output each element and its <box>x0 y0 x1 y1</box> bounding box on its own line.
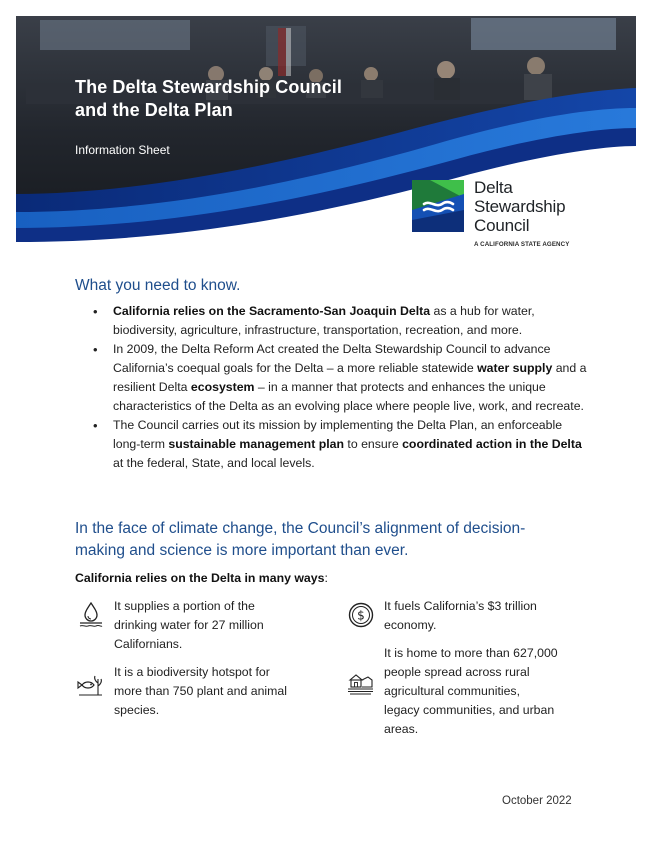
logo-tagline: A CALIFORNIA STATE AGENCY <box>474 241 570 248</box>
lead-colon: : <box>324 571 328 585</box>
list-item <box>92 416 592 473</box>
logo-line-3: Council <box>474 216 530 235</box>
fact-line: legacy communities, and urban <box>384 703 555 717</box>
section-heading-climate <box>75 518 525 562</box>
heading-line-1: In the face of climate change, the Council’s alignment of decision- <box>75 520 526 537</box>
bold-text: sustainable management plan <box>168 437 344 451</box>
bold-text: coordinated action in the Delta <box>402 437 582 451</box>
section-heading-need-to-know: What you need to know. <box>75 277 241 294</box>
farm-community-icon <box>346 668 374 696</box>
fact-line: more than 750 plant and animal <box>114 684 287 698</box>
publication-date: October 2022 <box>502 795 572 807</box>
list-item <box>92 340 592 416</box>
bold-text: California relies on the Delta in many ways <box>75 571 325 585</box>
fact-drinking-water <box>114 597 264 654</box>
bold-text: ecosystem <box>190 380 255 394</box>
delta-waves-logo-icon <box>412 180 464 232</box>
item-text: In 2009, the Delta Reform Act created the Delta Stewardship Council to advance California’s coequal goals for the Delta – a more reliable statewide <box>113 342 551 375</box>
logo-wordmark <box>474 178 565 235</box>
title-line-1: The Delta Stewardship Council <box>75 77 342 97</box>
council-logo <box>412 180 612 254</box>
logo-line-1: Delta <box>474 178 513 197</box>
fact-biodiversity <box>114 663 287 720</box>
fact-economy <box>384 597 537 635</box>
fact-line: It supplies a portion of the <box>114 599 255 613</box>
item-text: to ensure <box>343 437 403 451</box>
item-text: and a resilient Delta <box>113 361 587 394</box>
logo-line-2: Stewardship <box>474 197 566 216</box>
fact-line: It fuels California’s $3 trillion <box>384 599 537 613</box>
fact-line: It is home to more than 627,000 <box>384 646 558 660</box>
title-line-2: and the Delta Plan <box>75 100 233 120</box>
fact-line: areas. <box>384 722 419 736</box>
fact-line: drinking water for 27 million <box>114 618 264 632</box>
fact-line: agricultural communities, <box>384 684 520 698</box>
key-points-list <box>92 302 592 473</box>
svg-text:$: $ <box>357 608 365 623</box>
facts-lead <box>75 571 328 585</box>
item-text: – in a manner that protects and enhances the unique characteristics of the Delta as an evolving place where people live, work, and recreate. <box>113 380 584 413</box>
fact-line: people spread across rural <box>384 665 530 679</box>
document-subtitle: Information Sheet <box>75 143 170 157</box>
fact-line: Californians. <box>114 637 183 651</box>
fact-line: species. <box>114 703 160 717</box>
document-title <box>75 76 342 122</box>
item-text: The Council carries out its mission by implementing the Delta Plan, an enforceable long-term <box>113 418 563 451</box>
item-text: as a hub for water, biodiversity, agriculture, infrastructure, transportation, recreation, and more. <box>113 304 535 337</box>
bold-text: California relies on the Sacramento-San Joaquin Delta <box>113 304 431 318</box>
water-drop-icon <box>77 600 105 628</box>
dollar-coin-icon <box>347 601 375 629</box>
heading-line-2: making and science is more important than ever. <box>75 542 409 559</box>
list-item <box>92 302 592 340</box>
fact-population <box>384 644 558 739</box>
fact-line: It is a biodiversity hotspot for <box>114 665 270 679</box>
bold-text: water supply <box>477 361 553 375</box>
fish-plant-icon <box>76 671 104 699</box>
fact-line: economy. <box>384 618 437 632</box>
item-text: at the federal, State, and local levels. <box>113 456 315 470</box>
